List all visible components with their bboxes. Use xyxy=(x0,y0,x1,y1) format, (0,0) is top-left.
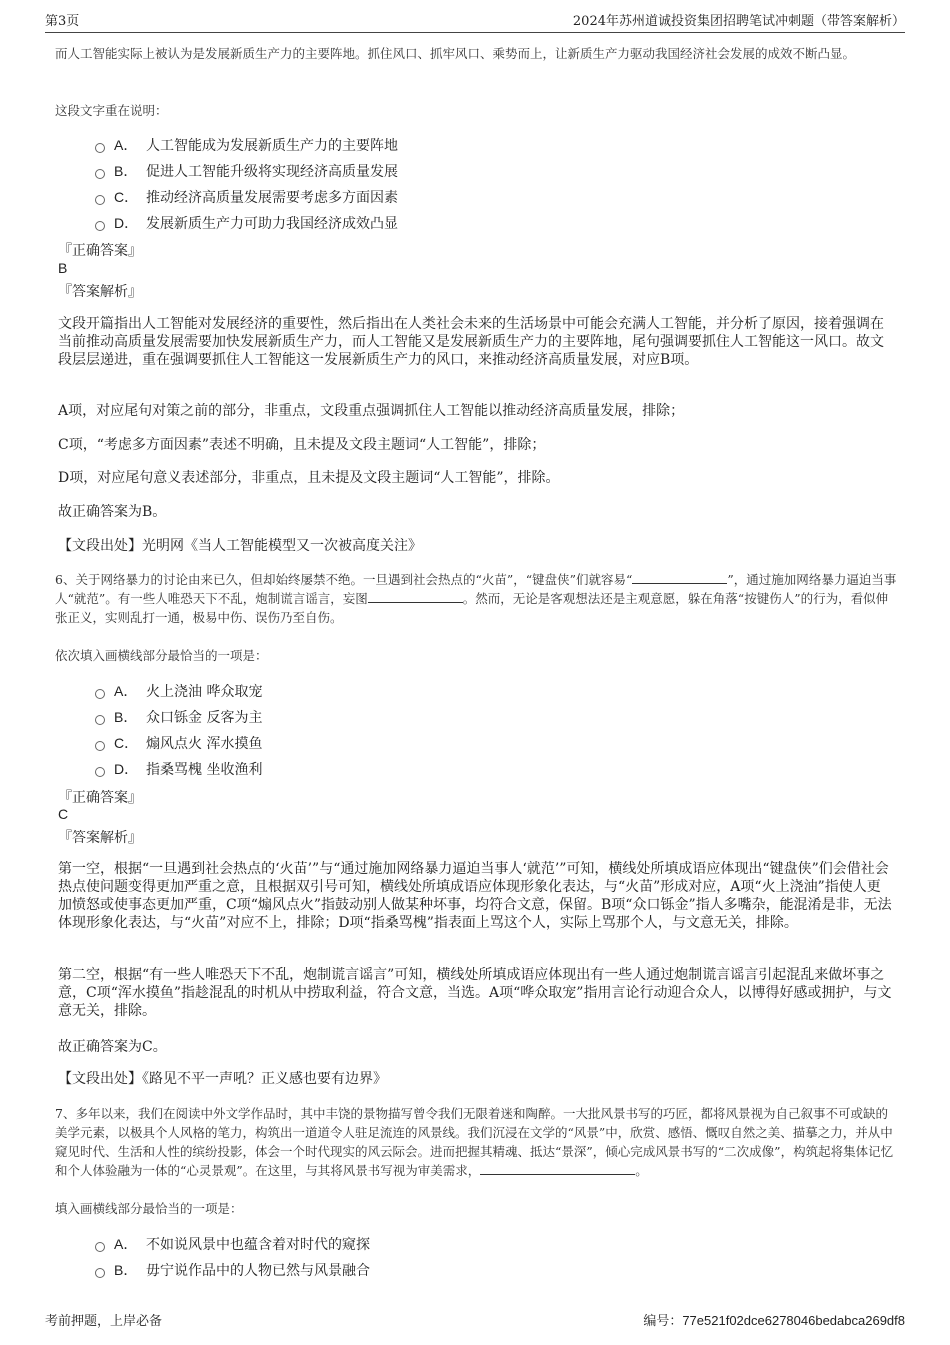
q5-option-a[interactable]: A． 人工智能成为发展新质生产力的主要阵地 xyxy=(95,135,398,155)
q6-analysis-blank-2: 第二空，根据“有一些人唯恐天下不乱，炮制谎言谣言”可知，横线处所填成语应体现出有一些人通过炮制谎言谣言引起混乱来做坏事之意，C项“浑水摸鱼”指趁混乱的时机从中捞取利益，符合文意，当选。A项“哗众取宠”指用言论行动迎合众人，以博得好感或拥护，与文意无关，排除。 xyxy=(58,967,892,1019)
document-title: 2024年苏州道诚投资集团招聘笔试冲刺题（带答案解析） xyxy=(572,14,905,29)
radio-icon[interactable] xyxy=(95,143,105,153)
q7-blank xyxy=(480,1162,635,1175)
radio-icon[interactable] xyxy=(95,1242,105,1252)
q5-analysis-main: 文段开篇指出人工智能对发展经济的重要性，然后指出在人类社会未来的生活场景中可能会充满人工智能，并分析了原因，接着强调在当前推动高质量发展需要加快发展新质生产力，而人工智能又是发展新质生产力的主要阵地，尾句强调要抓住人工智能这一风口。故文段层层递进，重在强调要抓住人工智能这一发展新质生产力的风口，来推动经济高质量发展，对应B项。 xyxy=(58,316,884,368)
q5-answer-label: 『正确答案』 xyxy=(58,243,142,259)
q7-option-b[interactable]: B． 毋宁说作品中的人物已然与风景融合 xyxy=(95,1260,370,1280)
radio-icon[interactable] xyxy=(95,741,105,751)
q6-stem: 6、关于网络暴力的讨论由来已久，但却始终屡禁不绝。一旦遇到社会热点的“火苗”，“键盘侠”们就容易“ ”，通过施加网络暴力逼迫当事人“就范”。有一些人唯恐天下不乱，炮制谎言谣言，妄图 。然而，无论是客观想法还是主观意愿，躲在角落“按键伤人”的行为，看似伸张正义，实则乱打一通，极易中伤、误伤乃至自伤。 xyxy=(55,572,897,625)
q6-blank-1 xyxy=(632,571,727,584)
q6-conclusion: 故正确答案为C。 xyxy=(58,1039,167,1055)
page-footer xyxy=(45,1310,905,1329)
q7-stem: 7、多年以来，我们在阅读中外文学作品时，其中丰饶的景物描写曾令我们无限着迷和陶醉。一大批风景书写的巧匠，都将风景视为自己叙事不可或缺的美学元素，以极具个人风格的笔力，构筑出一道道令人驻足流连的风景线。我们沉浸在文学的“风景”中，欣赏、感悟、慨叹自然之美、描摹之力，并从中窥见时代、生活和人性的缤纷投影，体会一个时代现实的风云际会。进而把握其精魂、抵达“景深”，倾心完成风景书写的“二次成像”，构筑起将集体记忆和个人体验融为一体的“心灵景观”。在这里，与其将风景书写视为审美需求， 。 xyxy=(55,1106,894,1178)
q6-analysis-blank-1: 第一空，根据“一旦遇到社会热点的‘火苗’”与“通过施加网络暴力逼迫当事人‘就范’”可知，横线处所填成语应体现出“键盘侠”们会借社会热点使问题变得更加严重之意，且根据双引号可知，横线处所填成语应体现形象化表达，与“火苗”形成对应，A项“火上浇油”指使人更加愤怒或使事态更加严重，C项“煽风点火”指鼓动别人做某种坏事，均符合文意，保留。B项“众口铄金”指人多嘴杂，能混淆是非，无法体现形象化表达，与“火苗”对应不上，排除；D项“指桑骂槐”指表面上骂这个人，实际上骂那个人，与文意无关，排除。 xyxy=(58,861,892,931)
q6-source: 【文段出处】《路见不平一声吼？正义感也要有边界》 xyxy=(58,1071,387,1087)
q5-analysis-d: D项，对应尾句意义表述部分，非重点，且未提及文段主题词“人工智能”，排除。 xyxy=(58,470,560,486)
q5-conclusion: 故正确答案为B。 xyxy=(58,504,167,520)
q5-source: 【文段出处】光明网《当人工智能模型又一次被高度关注》 xyxy=(58,538,422,554)
q5-analysis-a: A项，对应尾句对策之前的部分，非重点，文段重点强调抓住人工智能以推动经济高质量发展，排除； xyxy=(58,403,685,419)
radio-icon[interactable] xyxy=(95,169,105,179)
q6-option-d[interactable]: D． 指桑骂槐 坐收渔利 xyxy=(95,759,262,779)
page-number: 第3页 xyxy=(45,14,80,29)
page-header xyxy=(45,10,905,33)
radio-icon[interactable] xyxy=(95,715,105,725)
q5-option-b[interactable]: B． 促进人工智能升级将实现经济高质量发展 xyxy=(95,161,398,181)
radio-icon[interactable] xyxy=(95,195,105,205)
q6-analysis-label: 『答案解析』 xyxy=(58,830,142,846)
footer-slogan: 考前押题，上岸必备 xyxy=(45,1314,163,1329)
q7-option-a[interactable]: A． 不如说风景中也蕴含着对时代的窥探 xyxy=(95,1234,370,1254)
q5-tail-text: 而人工智能实际上被认为是发展新质生产力的主要阵地。抓住风口、抓牢风口、乘势而上，让新质生产力驱动我国经济社会发展的成效不断凸显。 xyxy=(55,46,856,61)
radio-icon[interactable] xyxy=(95,221,105,231)
radio-icon[interactable] xyxy=(95,767,105,777)
q6-answer-label: 『正确答案』 xyxy=(58,790,142,806)
radio-icon[interactable] xyxy=(95,1268,105,1278)
q5-analysis-c: C项，“考虑多方面因素”表述不明确，且未提及文段主题词“人工智能”，排除； xyxy=(58,437,546,453)
q5-prompt: 这段文字重在说明： xyxy=(55,103,168,118)
footer-code: 编号：77e521f02dce6278046bedabca269df8 xyxy=(643,1313,905,1329)
q6-blank-2 xyxy=(368,590,463,603)
q6-answer: C xyxy=(58,806,69,822)
q5-answer: B xyxy=(58,260,68,276)
q7-prompt: 填入画横线部分最恰当的一项是： xyxy=(55,1201,243,1216)
q6-option-b[interactable]: B． 众口铄金 反客为主 xyxy=(95,707,262,727)
radio-icon[interactable] xyxy=(95,689,105,699)
q5-analysis-label: 『答案解析』 xyxy=(58,284,142,300)
q5-option-d[interactable]: D． 发展新质生产力可助力我国经济成效凸显 xyxy=(95,213,398,233)
q5-option-c[interactable]: C． 推动经济高质量发展需要考虑多方面因素 xyxy=(95,187,398,207)
q6-option-c[interactable]: C． 煽风点火 浑水摸鱼 xyxy=(95,733,262,753)
q6-prompt: 依次填入画横线部分最恰当的一项是： xyxy=(55,648,268,663)
q6-option-a[interactable]: A． 火上浇油 哗众取宠 xyxy=(95,681,262,701)
